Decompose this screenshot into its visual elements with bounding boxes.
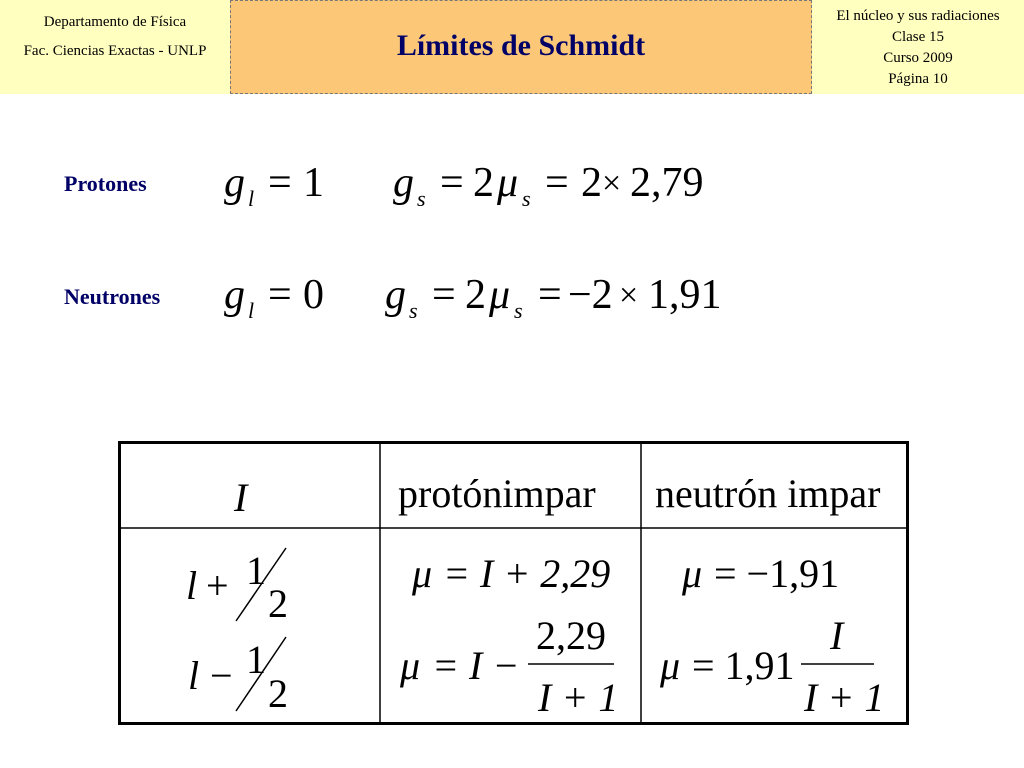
proton-mu-lhs: = I − [432, 643, 520, 688]
proton-mu-formula: = I + 2,29 [443, 551, 611, 596]
two: 2 [473, 160, 494, 206]
equals-sign: = [268, 272, 292, 318]
subscript-l: l [248, 186, 255, 211]
schmidt-limits-table [118, 441, 909, 725]
equals-sign: = [440, 160, 464, 206]
protons-equation [224, 160, 704, 211]
header-odd-neutron: neutrón impar [655, 471, 881, 516]
header-I: I [234, 475, 248, 520]
equals-sign: = [432, 272, 456, 318]
minus-sign: − [210, 653, 233, 698]
mu-symbol: μ [660, 643, 681, 688]
half-numerator: 1 [246, 637, 266, 682]
gs-value: 1,91 [648, 272, 722, 318]
proton-fraction-numerator: 2,29 [536, 613, 606, 658]
header-page: Página 10 [888, 71, 948, 87]
two: 2 [465, 272, 486, 318]
mu-symbol: μ [682, 551, 703, 596]
neutron-mu-lhs: = 1,91 [692, 643, 795, 688]
subscript-l: l [248, 298, 255, 323]
gs-value: 2,79 [630, 160, 704, 206]
subscript-s: s [409, 298, 418, 323]
neutron-mu-formula: = −1,91 [714, 551, 840, 596]
g-symbol: g [224, 160, 245, 206]
subscript-s: s [417, 186, 426, 211]
header-year: Curso 2009 [883, 50, 953, 66]
g-symbol: g [385, 272, 406, 318]
row-l-plus-half [186, 548, 839, 626]
equals-sign: = [268, 160, 292, 206]
equals-sign: = [538, 272, 562, 318]
header-course-name: El núcleo y sus radiaciones [836, 8, 1000, 24]
gl-value: 0 [303, 272, 324, 318]
mu-symbol: μ [412, 551, 433, 596]
slide-title: Límites de Schmidt [396, 29, 646, 62]
two: 2 [581, 160, 602, 206]
mu-symbol: μ [497, 160, 519, 206]
header-class: Clase 15 [891, 29, 945, 45]
proton-fraction-denominator: I + 1 [538, 675, 619, 720]
g-symbol: g [224, 272, 245, 318]
header-faculty: Fac. Ciencias Exactas - UNLP [23, 43, 207, 59]
header-department: Departamento de Física [43, 14, 187, 30]
minus-two: −2 [568, 272, 613, 318]
row-l-minus-half [188, 613, 884, 720]
neutrons-label: Neutrones [64, 284, 161, 309]
mu-symbol: μ [489, 272, 511, 318]
l-symbol: l [188, 653, 200, 698]
header-odd-proton: protónimpar [398, 471, 596, 516]
neutrons-equation [224, 272, 722, 323]
plus-sign: + [206, 563, 229, 608]
subscript-s: s [522, 186, 531, 211]
times-sign: × [602, 165, 622, 202]
equals-sign: = [545, 160, 569, 206]
half-denominator: 2 [268, 671, 288, 716]
l-symbol: l [186, 563, 198, 608]
neutron-fraction-numerator: I [830, 613, 844, 658]
gl-value: 1 [303, 160, 324, 206]
protons-label: Protones [64, 171, 147, 196]
mu-symbol: μ [400, 643, 421, 688]
half-numerator: 1 [246, 548, 266, 593]
subscript-s: s [514, 298, 523, 323]
times-sign: × [619, 277, 639, 314]
half-denominator: 2 [268, 581, 288, 626]
neutron-fraction-denominator: I + 1 [804, 675, 885, 720]
g-symbol: g [393, 160, 414, 206]
